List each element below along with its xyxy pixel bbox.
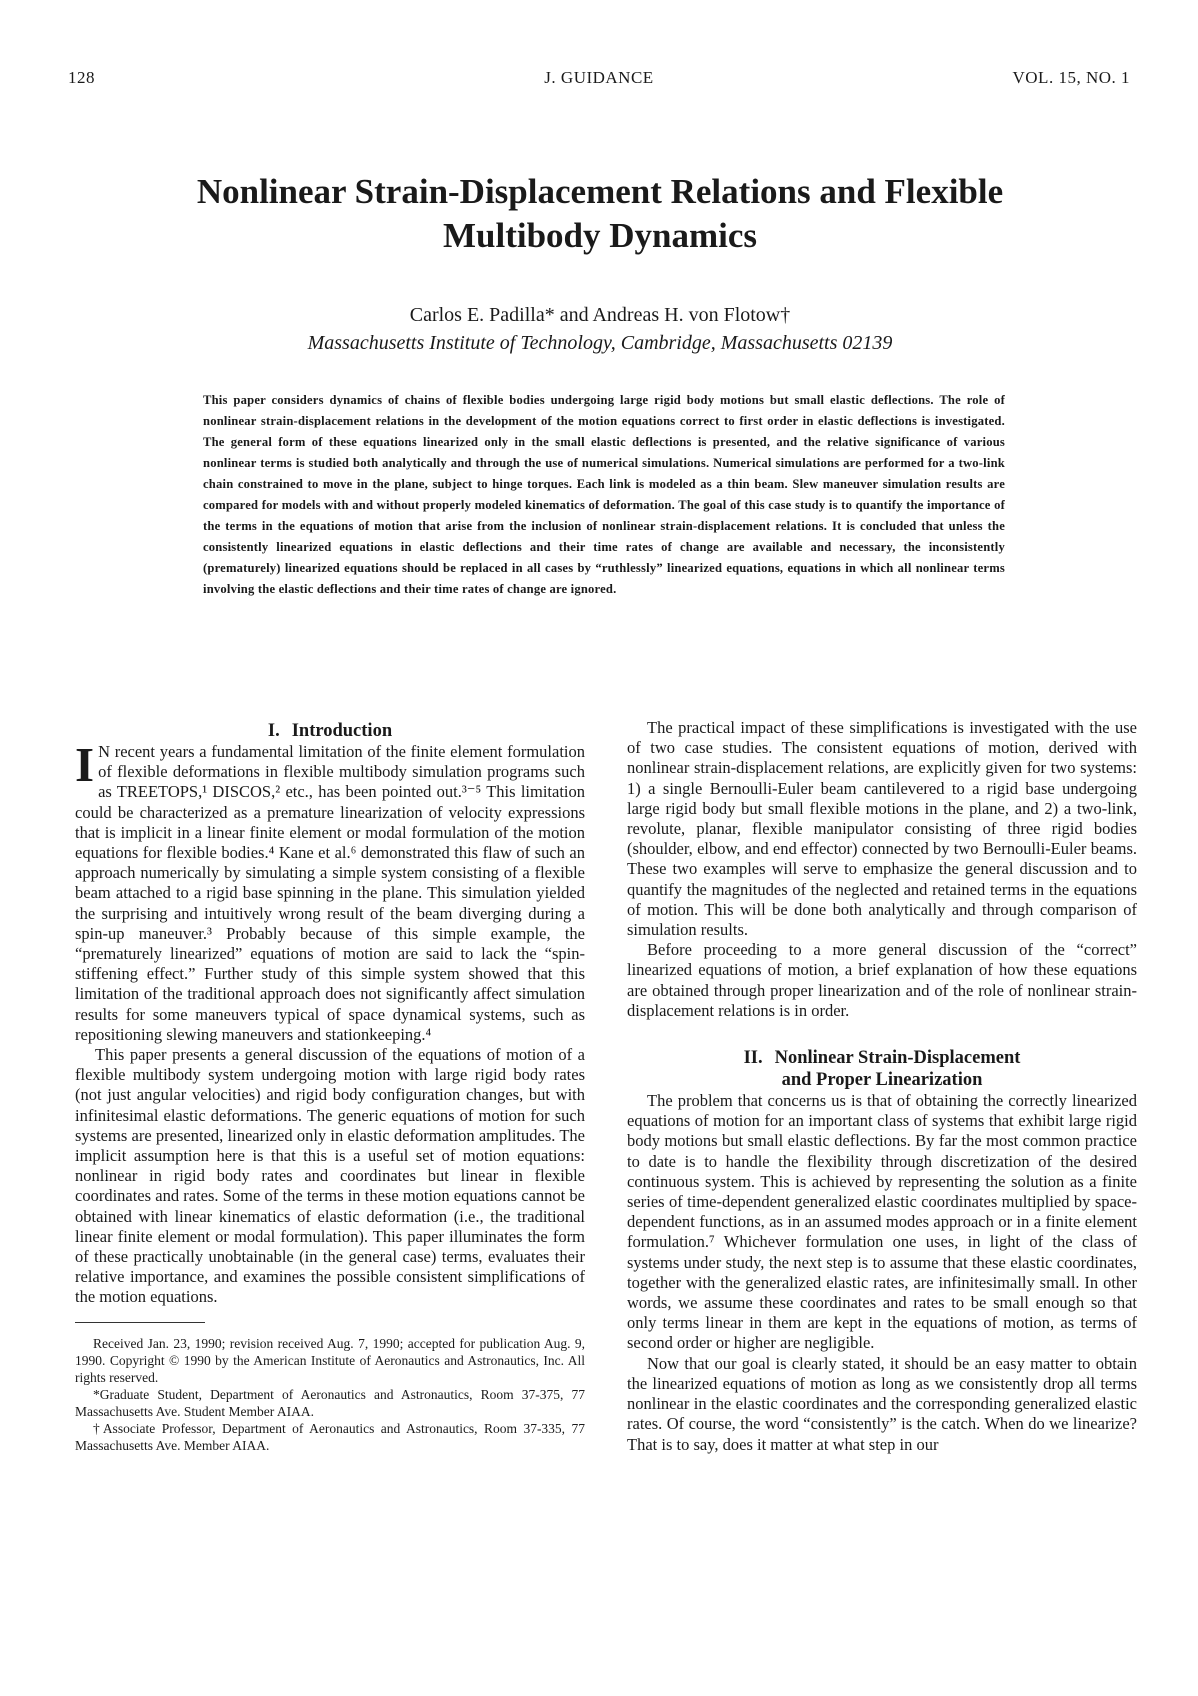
authors: Carlos E. Padilla* and Andreas H. von Flotow† [409, 304, 791, 326]
footnote-author-1: *Graduate Student, Department of Aeronautics and Astronautics, Room 37-375, 77 Massachusetts Ave. Student Member AIAA. [75, 1386, 585, 1419]
footnotes [75, 1335, 585, 1454]
abstract: This paper considers dynamics of chains of flexible bodies undergoing large rigid body motions but small elastic deflections. The role of nonlinear strain-displacement relations in the development of the motion equations correct to first order in elastic deflections is investigated. The general form of these equations linearized only in the small elastic deflections is presented, and the relative significance of various nonlinear terms is studied both analytically and through the use of numerical simulations. Numerical simulations are performed for a two-link chain constrained to move in the plane, subject to hinge torques. Each link is modeled as a thin beam. Slew maneuver simulation results are compared for models with and without properly modeled kinematics of deformation. The goal of this case study is to quantify the importance of the terms in the equations of motion that arise from the inclusion of nonlinear strain-displacement relations. It is concluded that unless the consistently linearized equations in elastic deflections and their time rates of change are available and necessary, the inconsistently (prematurely) linearized equations should be replaced in all cases by “ruthlessly” linearized equations, equations in which all nonlinear terms involving the elastic deflections and their time rates of change are ignored. [203, 393, 1005, 596]
section-2-title-line-1: Nonlinear Strain-Displacement [774, 1048, 1021, 1069]
running-header [68, 68, 1130, 92]
title-line-1: Nonlinear Strain-Displacement Relations and Flexible [196, 172, 1004, 211]
right-column [627, 718, 1137, 1455]
section-1-number: I. [267, 721, 280, 741]
title-line-2: Multibody Dynamics [442, 216, 758, 255]
section-1-heading [75, 720, 585, 742]
intro-paragraph-1 [75, 737, 585, 1045]
footnote-author-2: †Associate Professor, Department of Aeronautics and Astronautics, Room 37-335, 77 Massachusetts Ave. Member AIAA. [75, 1420, 585, 1453]
journal-name: J. GUIDANCE [544, 68, 654, 87]
section-2-paragraph-2: Now that our goal is clearly stated, it should be an easy matter to obtain the linearized equations of motion as long as we consistently drop all terms nonlinear in the elastic coordinates and the corresponding generalized elastic rates. Of course, the word “consistently” is the catch. When do we linearize? That is to say, does it matter at what step in our [627, 1353, 1137, 1454]
intro-paragraph-1-text: N recent years a fundamental limitation of the finite element formulation of flexible deformations in flexible multibody simulation programs such as TREETOPS,¹ DISCOS,² etc., has been pointed out.³⁻⁵ This limitation could be characterized as a premature linearization of velocity expressions that is implicit in a linear finite element or modal formulation of the motion equations for flexible bodies.⁴ Kane et al.⁶ demonstrated this flaw of such an approach numerically by simulating a simple system consisting of a flexible beam attached to a rigid base spinning in the plane. This simulation yielded the surprising and intuitively wrong result of the beam diverging during a spin-up maneuver.³ Probably because of this simple example, the “prematurely linearized” equations of motion are said to lack the “spin-stiffening effect.” Further study of this simple system showed that this limitation of the traditional approach does not significantly affect simulation results for some maneuvers typical of space dynamical systems, such as repositioning slewing maneuvers and stationkeeping.⁴ [75, 742, 585, 1044]
right-paragraph-2: Before proceeding to a more general discussion of the “correct” linearized equations of motion, a brief explanation of how these equations are obtained through proper linearization and of the role of nonlinear strain-displacement relations is in order. [627, 940, 1137, 1020]
drop-cap: I [75, 737, 95, 792]
volume-info: VOL. 15, NO. 1 [1012, 68, 1130, 87]
page-number: 128 [68, 68, 95, 87]
affiliation: Massachusetts Institute of Technology, Cambridge, Massachusetts 02139 [307, 332, 893, 354]
section-2-paragraph-1: The problem that concerns us is that of obtaining the correctly linearized equations of motion for an important class of systems that exhibit large rigid body motions but small elastic deflections. By far the most common practice to date is to handle the flexibility through discretization of the desired continuous system. This is achieved by representing the solution as a finite series of time-dependent generalized elastic coordinates multiplied by space-dependent functions, as in an assumed modes approach or in a finite element formulation.⁷ Whichever formulation one uses, in light of the class of systems under study, the next step is to assume that these elastic coordinates, together with the generalized elastic rates, are infinitesimally small. In other words, we assume these coordinates and rates to be small enough so that only terms linear in them are kept in the equations of motion, as terms of second order or higher are negligible. [627, 1091, 1137, 1353]
intro-paragraph-2: This paper presents a general discussion of the equations of motion of a flexible multibody system undergoing motion with large rigid body rates (not just angular velocities) and rigid body configuration changes, but with infinitesimal elastic deformations. The generic equations of motion for such systems are presented, linearized only in elastic deformation amplitudes. The implicit assumption here is that this is a useful set of motion equations: nonlinear in rigid body rates and coordinates but linear in flexible coordinates and rates. Some of the terms in these motion equations cannot be obtained with linear kinematics of elastic deformation (i.e., the traditional linear finite element or modal formulation). This paper illuminates the form of these practically unobtainable (in the general case) terms, evaluates their relative importance, and examines the possible consistent simplifications of the motion equations. [75, 1045, 585, 1307]
section-2-title-line-2: and Proper Linearization [781, 1070, 983, 1091]
left-column [75, 720, 585, 1454]
section-1-title: Introduction [291, 721, 393, 741]
section-2-heading [627, 1047, 1137, 1091]
section-2-number: II. [743, 1048, 763, 1069]
paper-title [100, 170, 1100, 258]
footnote-rule [75, 1322, 205, 1323]
footnote-received: Received Jan. 23, 1990; revision received Aug. 7, 1990; accepted for publication Aug. 9, 1990. Copyright © 1990 by the American Institute of Aeronautics and Astronautics, Inc. All rights reserved. [75, 1335, 585, 1385]
right-paragraph-1: The practical impact of these simplifications is investigated with the use of two case studies. The consistent equations of motion, derived with nonlinear strain-displacement relations, are explicitly given for two systems: 1) a single Bernoulli-Euler beam cantilevered to a rigid base undergoing large rigid body but small flexible motions in the plane, and 2) a two-link, revolute, planar, flexible manipulator consisting of three rigid bodies (shoulder, elbow, and end effector) connected by two Bernoulli-Euler beams. These two examples will serve to emphasize the general discussion and to quantify the magnitudes of the neglected and retained terms in the equations of motion. This will be done both analytically and through comparison of simulation results. [627, 718, 1137, 940]
